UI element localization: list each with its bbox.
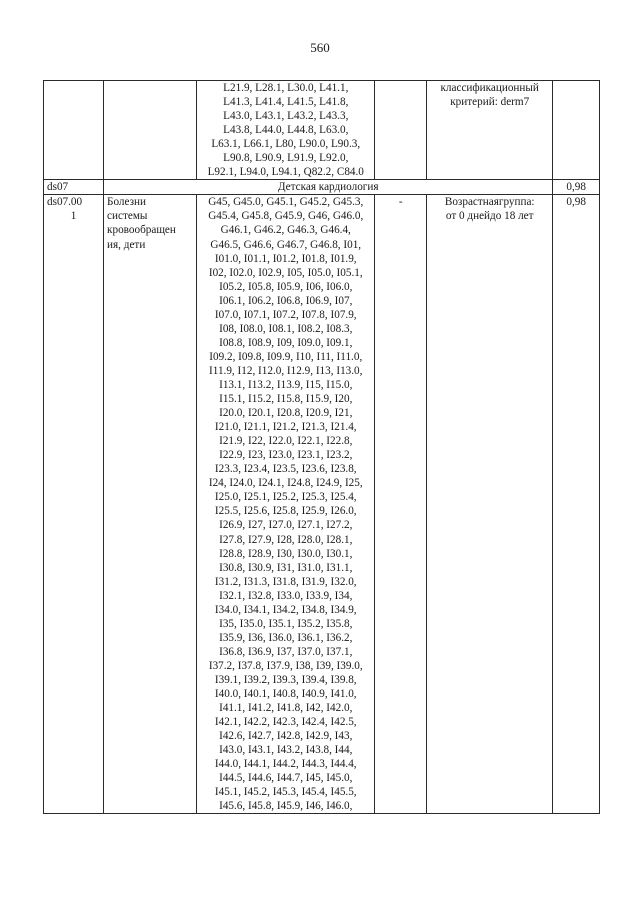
- code-line: I05.2, I05.8, I05.9, I06, I06.0,: [219, 280, 353, 293]
- code-line: I43.0, I43.1, I43.2, I43.8, I44,: [219, 744, 353, 757]
- code-line: I42.1, I42.2, I42.3, I42.4, I42.5,: [214, 716, 357, 729]
- code-line: I20.0, I20.1, I20.8, I20.9, I21,: [219, 407, 353, 420]
- coefficient-cell: 0,98: [553, 195, 600, 814]
- group-name-line: кровообращен: [107, 224, 176, 237]
- code-line: I30.8, I30.9, I31, I31.0, I31.1,: [219, 561, 353, 574]
- code-line: I13.1, I13.2, I13.9, I15, I15.0,: [219, 378, 353, 391]
- code-line: I11.9, I12, I12.0, I12.9, I13, I13.0,: [209, 364, 363, 377]
- code-line: L90.8, L90.9, L91.9, L92.0,: [223, 152, 349, 165]
- code-line: I31.2, I31.3, I31.8, I31.9, I32.0,: [214, 575, 357, 588]
- tariff-table: [43, 80, 600, 814]
- code-line: I01.0, I01.1, I01.2, I01.8, I01.9,: [214, 252, 357, 265]
- code-line: I28.8, I28.9, I30, I30.0, I30.1,: [219, 547, 353, 560]
- criteria-line: критерий: derm7: [450, 96, 530, 109]
- code-line: G45.4, G45.8, G45.9, G46, G46.0,: [208, 210, 364, 223]
- group-name-line: ия, дети: [107, 238, 146, 251]
- code-line: I02, I02.0, I02.9, I05, I05.0, I05.1,: [208, 266, 363, 279]
- code-line: I44.0, I44.1, I44.2, I44.3, I44.4,: [214, 758, 357, 771]
- code-line: I08, I08.0, I08.1, I08.2, I08.3,: [219, 322, 353, 335]
- code-line: I21.0, I21.1, I21.2, I21.3, I21.4,: [214, 421, 357, 434]
- code-line: I22.9, I23, I23.0, I23.1, I23.2,: [219, 449, 353, 462]
- diagnosis-codes-cell: [197, 195, 375, 814]
- code-line: I09.2, I09.8, I09.9, I10, I11, I11.0,: [209, 350, 363, 363]
- group-code-line: ds07.00: [47, 196, 83, 209]
- code-line: L43.8, L44.0, L44.8, L63.0,: [223, 124, 349, 137]
- code-line: I40.0, I40.1, I40.8, I40.9, I41.0,: [214, 688, 357, 701]
- code-line: I07.0, I07.1, I07.2, I07.8, I07.9,: [214, 308, 357, 321]
- group-name-line: Болезни: [107, 196, 146, 209]
- code-line: I39.1, I39.2, I39.3, I39.4, I39.8,: [214, 673, 357, 686]
- code-line: I08.8, I08.9, I09, I09.0, I09.1,: [219, 336, 353, 349]
- code-line: I34.0, I34.1, I34.2, I34.8, I34.9,: [214, 603, 357, 616]
- code-line: I37.2, I37.8, I37.9, I38, I39, I39.0,: [208, 659, 363, 672]
- code-line: I36.8, I36.9, I37, I37.0, I37.1,: [219, 645, 353, 658]
- section-row: [44, 180, 600, 195]
- code-line: I42.6, I42.7, I42.8, I42.9, I43,: [219, 730, 353, 743]
- code-line: I26.9, I27, I27.0, I27.1, I27.2,: [219, 519, 353, 532]
- code-line: I23.3, I23.4, I23.5, I23.6, I23.8,: [214, 463, 357, 476]
- code-line: I35, I35.0, I35.1, I35.2, I35.8,: [219, 617, 353, 630]
- group-code-cell: [44, 81, 104, 180]
- code-line: I27.8, I27.9, I28, I28.0, I28.1,: [219, 533, 353, 546]
- continuation-row: [44, 81, 600, 180]
- group-row: [44, 195, 600, 814]
- group-name-cell: [104, 81, 197, 180]
- section-coefficient: 0,98: [553, 180, 600, 195]
- code-line: G46.1, G46.2, G46.3, G46.4,: [220, 224, 351, 237]
- diagnosis-codes-cell: [197, 81, 375, 180]
- code-line: I32.1, I32.8, I33.0, I33.9, I34,: [219, 589, 353, 602]
- code-line: L21.9, L28.1, L30.0, L41.1,: [223, 82, 349, 94]
- group-name-cell: [104, 195, 197, 814]
- code-line: I44.5, I44.6, I44.7, I45, I45.0,: [219, 772, 353, 785]
- criteria-cell: [427, 81, 553, 180]
- criteria-line: от 0 днейдо 18 лет: [445, 210, 534, 223]
- code-line: G45, G45.0, G45.1, G45.2, G45.3,: [208, 196, 364, 209]
- section-title: Детская кардиология: [104, 180, 553, 195]
- code-line: I06.1, I06.2, I06.8, I06.9, I07,: [219, 294, 353, 307]
- group-name-line: системы: [107, 210, 148, 223]
- service-code-cell: -: [375, 195, 427, 814]
- code-line: I35.9, I36, I36.0, I36.1, I36.2,: [219, 631, 353, 644]
- code-line: I25.5, I25.6, I25.8, I25.9, I26.0,: [214, 505, 357, 518]
- code-line: L43.0, L43.1, L43.2, L43.3,: [223, 110, 349, 123]
- code-line: I15.1, I15.2, I15.8, I15.9, I20,: [219, 393, 353, 406]
- code-line: I21.9, I22, I22.0, I22.1, I22.8,: [219, 435, 353, 448]
- code-line: I24, I24.0, I24.1, I24.8, I24.9, I25,: [208, 477, 363, 490]
- code-line: I45.6, I45.8, I45.9, I46, I46.0,: [219, 800, 353, 813]
- coefficient-cell: [553, 81, 600, 180]
- page-number: 560: [310, 40, 330, 55]
- criteria-cell: [427, 195, 553, 814]
- code-line: L92.1, L94.0, L94.1, Q82.2, C84.0: [207, 166, 364, 179]
- criteria-line: Возрастнаягруппа:: [444, 196, 535, 209]
- code-line: L41.3, L41.4, L41.5, L41.8,: [223, 96, 349, 109]
- group-code-line: 1: [70, 210, 77, 223]
- criteria-line: классификационный: [440, 82, 539, 94]
- code-line: I45.1, I45.2, I45.3, I45.4, I45.5,: [214, 786, 357, 799]
- code-line: I25.0, I25.1, I25.2, I25.3, I25.4,: [214, 491, 357, 504]
- service-code-cell: [375, 81, 427, 180]
- section-code: ds07: [44, 180, 104, 195]
- code-line: L63.1, L66.1, L80, L90.0, L90.3,: [211, 138, 361, 151]
- code-line: G46.5, G46.6, G46.7, G46.8, I01,: [210, 238, 362, 251]
- group-code-cell: [44, 195, 104, 814]
- code-line: I41.1, I41.2, I41.8, I42, I42.0,: [219, 702, 353, 715]
